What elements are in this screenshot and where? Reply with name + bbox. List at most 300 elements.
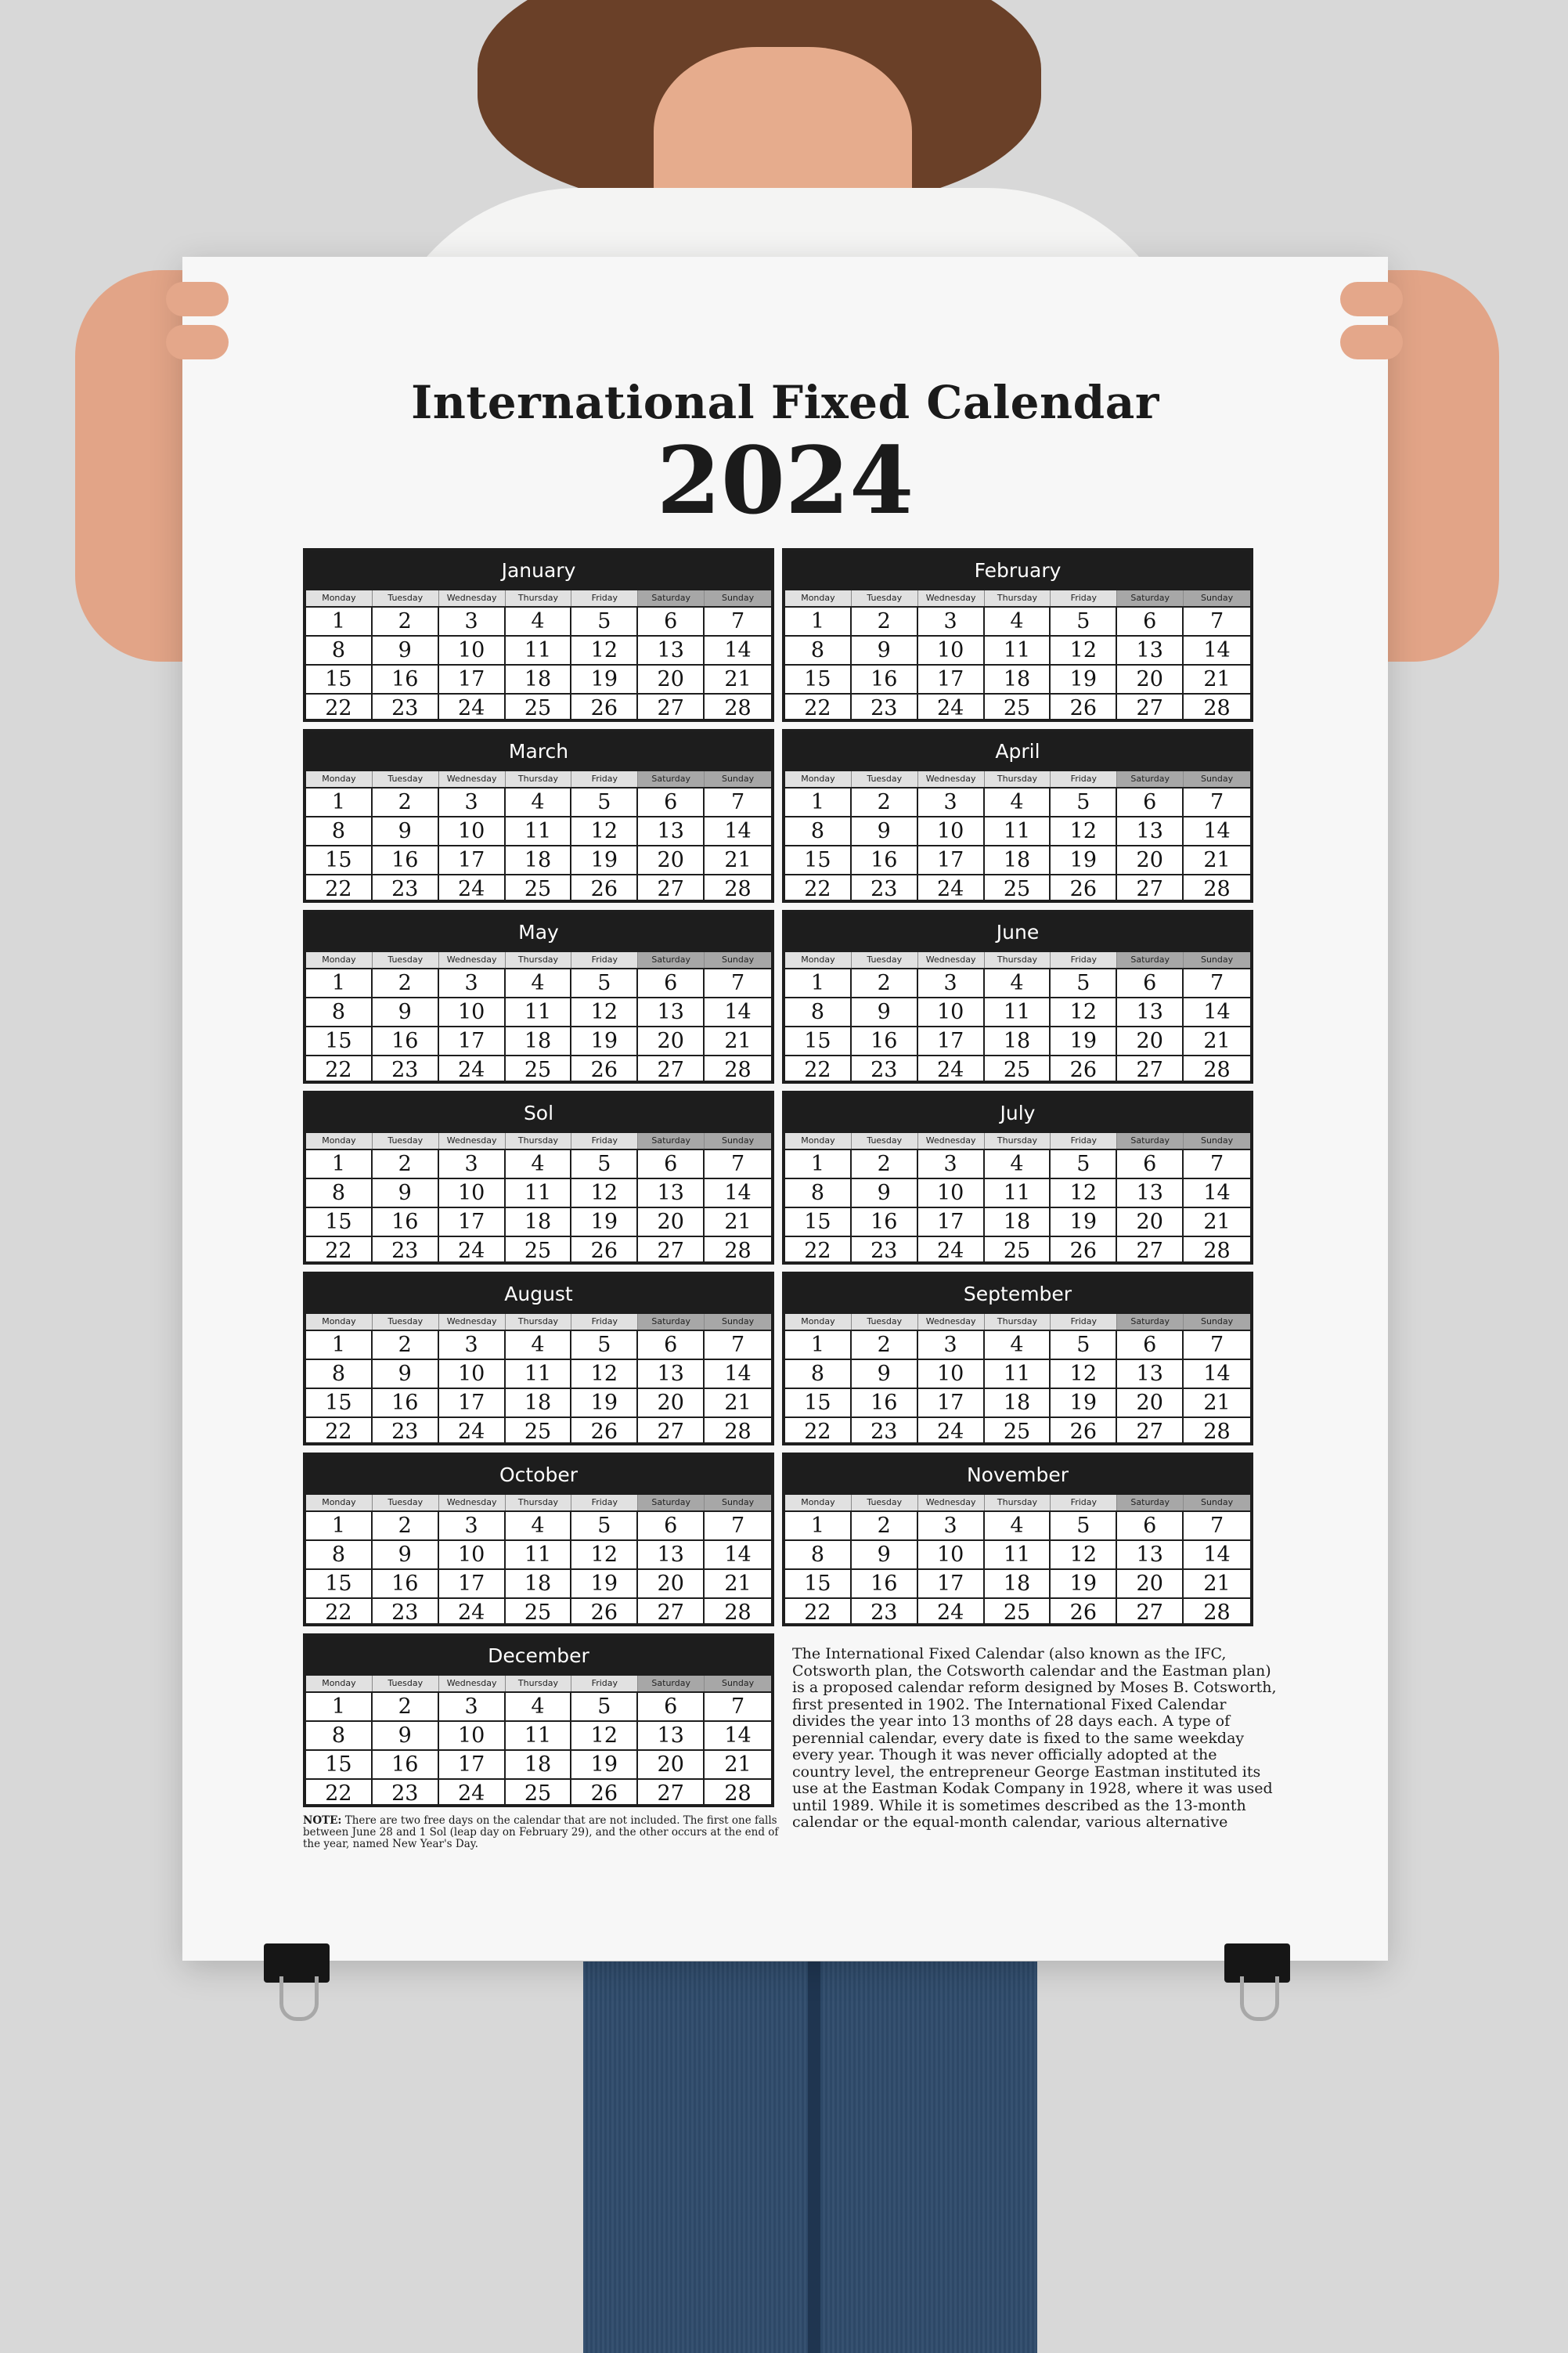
- day-cell: 13: [1117, 998, 1184, 1027]
- day-cell: 27: [1117, 695, 1184, 722]
- day-cell: 7: [705, 969, 771, 998]
- day-cell: 19: [571, 1570, 638, 1599]
- weekday-header-row: [306, 1314, 771, 1331]
- day-cell: 14: [1184, 998, 1250, 1027]
- day-cell: 17: [918, 846, 985, 875]
- day-cell: 18: [506, 1389, 572, 1418]
- day-cell: 28: [1203, 696, 1231, 720]
- day-cell: 4: [985, 1150, 1051, 1179]
- day-cell: 3: [439, 1693, 506, 1722]
- day-cell: 24: [439, 695, 506, 722]
- day-cell: 6: [1117, 1331, 1184, 1360]
- day-cell: 3: [918, 1512, 985, 1541]
- weekday-header-row: [306, 1495, 771, 1512]
- weekday-label: Friday: [571, 1133, 638, 1149]
- day-cell: 22: [306, 1780, 373, 1807]
- day-cell: 7: [705, 1512, 771, 1541]
- weekday-label: Thursday: [506, 771, 572, 787]
- poster-year: 2024: [656, 426, 914, 535]
- weekday-label: Monday: [306, 952, 373, 968]
- day-cell: 11: [506, 817, 572, 846]
- day-cell: 5: [571, 969, 638, 998]
- weekday-label: Wednesday: [918, 1495, 985, 1510]
- day-cell: 16: [373, 846, 439, 875]
- day-cell: 1: [306, 1693, 373, 1722]
- day-cell: 13: [1117, 817, 1184, 846]
- day-grid: [306, 1150, 771, 1261]
- day-cell: 9: [852, 1360, 918, 1389]
- day-cell: 2: [852, 1331, 918, 1360]
- day-cell: 2: [373, 789, 439, 817]
- day-cell: 15: [785, 1389, 852, 1418]
- day-cell: 25: [506, 1056, 572, 1084]
- day-cell: 7: [1184, 608, 1250, 637]
- day-cell: 12: [571, 1360, 638, 1389]
- day-cell: 16: [852, 1027, 918, 1056]
- day-cell: 20: [1117, 1208, 1184, 1237]
- day-cell: 24: [918, 1418, 985, 1445]
- day-cell: 12: [571, 1179, 638, 1208]
- day-cell: 21: [1184, 666, 1250, 695]
- day-cell: 1: [306, 1331, 373, 1360]
- weekday-label: Friday: [1051, 952, 1117, 968]
- weekday-label: Wednesday: [439, 771, 506, 787]
- month-name: May: [306, 913, 771, 952]
- day-cell: 24: [439, 875, 506, 903]
- day-cell: 20: [1117, 846, 1184, 875]
- day-cell: 22: [785, 1237, 852, 1265]
- weekday-label: Wednesday: [918, 1314, 985, 1330]
- day-cell: 10: [439, 1179, 506, 1208]
- day-cell: 14: [705, 1722, 771, 1751]
- weekday-label: Friday: [1051, 1495, 1117, 1510]
- day-cell: 5: [1051, 969, 1117, 998]
- month-name: June: [785, 913, 1250, 952]
- day-cell: 5: [571, 1331, 638, 1360]
- day-cell: 12: [571, 817, 638, 846]
- day-cell: 22: [785, 1056, 852, 1084]
- day-cell: 26: [1051, 1418, 1117, 1445]
- day-cell: 15: [785, 1027, 852, 1056]
- day-cell: 18: [985, 666, 1051, 695]
- day-cell: 14: [1184, 1179, 1250, 1208]
- day-cell: 28: [1203, 877, 1231, 901]
- day-cell: 24: [918, 1056, 985, 1084]
- day-cell: 8: [785, 1541, 852, 1570]
- day-cell: 7: [1184, 969, 1250, 998]
- weekday-label: Monday: [306, 1133, 373, 1149]
- day-cell: 19: [571, 1208, 638, 1237]
- day-cell: 16: [852, 1208, 918, 1237]
- weekday-label: Friday: [1051, 771, 1117, 787]
- day-cell: 11: [985, 998, 1051, 1027]
- day-cell: 15: [306, 1208, 373, 1237]
- day-cell: 27: [638, 875, 705, 903]
- day-cell: 13: [638, 637, 705, 666]
- day-cell: 11: [506, 637, 572, 666]
- day-cell: 2: [852, 789, 918, 817]
- day-cell: 11: [985, 1179, 1051, 1208]
- day-grid: [306, 969, 771, 1081]
- day-cell: 1: [785, 969, 852, 998]
- day-cell: 4: [985, 608, 1051, 637]
- day-cell: 8: [306, 1360, 373, 1389]
- day-cell: 16: [373, 666, 439, 695]
- day-cell: 9: [373, 1360, 439, 1389]
- weekday-label: Tuesday: [852, 952, 918, 968]
- weekday-label: Tuesday: [373, 1676, 439, 1691]
- day-cell: 19: [1051, 1570, 1117, 1599]
- day-cell: 4: [506, 1512, 572, 1541]
- day-cell: 1: [306, 789, 373, 817]
- day-cell: 6: [638, 1331, 705, 1360]
- weekday-label: Friday: [1051, 1314, 1117, 1330]
- day-cell: 24: [439, 1056, 506, 1084]
- weekday-label: Thursday: [506, 1676, 572, 1691]
- day-grid: [785, 1512, 1250, 1623]
- day-cell: 15: [785, 666, 852, 695]
- weekday-label: Tuesday: [373, 1314, 439, 1330]
- weekday-label: Tuesday: [852, 1314, 918, 1330]
- day-cell: 17: [439, 1027, 506, 1056]
- day-cell: 6: [638, 789, 705, 817]
- weekday-label: Friday: [571, 1676, 638, 1691]
- day-cell: 2: [373, 1693, 439, 1722]
- month-january: [303, 548, 774, 722]
- month-name: Sol: [306, 1094, 771, 1133]
- weekday-label: Saturday: [638, 771, 705, 787]
- day-cell: 6: [638, 969, 705, 998]
- weekday-label: Friday: [571, 952, 638, 968]
- day-cell: 15: [306, 1027, 373, 1056]
- calendar-description: The International Fixed Calendar (also known as the IFC, Cotsworth plan, the Cotsworth calendar and the Eastman plan) is a proposed calendar reform designed by Moses B. Cotsworth, first presented in 1902. The International Fixed Calendar divides the year into 13 months of 28 days each. A type of perennial calendar, every date is fixed to the same weekday every year. Though it was never officially adopted at the country level, the entrepreneur George Eastman instituted its use at the Eastman Kodak Company in 1928, where it was used until 1989. While it is sometimes described as the 13-month calendar or the equal-month calendar, various alternative: [792, 1645, 1277, 1831]
- weekday-label: Saturday: [1117, 1495, 1184, 1510]
- day-cell: 18: [985, 1027, 1051, 1056]
- weekday-header-row: [306, 1133, 771, 1150]
- day-cell: 15: [306, 1570, 373, 1599]
- weekday-label: Thursday: [506, 1314, 572, 1330]
- day-cell: 10: [918, 998, 985, 1027]
- weekday-label: Thursday: [985, 1314, 1051, 1330]
- day-cell: 22: [785, 695, 852, 722]
- day-cell: 12: [1051, 998, 1117, 1027]
- weekday-header-row: [785, 1495, 1250, 1512]
- day-cell: 19: [571, 666, 638, 695]
- day-cell: 5: [1051, 789, 1117, 817]
- day-cell: 7: [1184, 1150, 1250, 1179]
- weekday-label: Sunday: [1184, 952, 1250, 968]
- day-cell: 19: [571, 1389, 638, 1418]
- day-cell: 27: [638, 1237, 705, 1265]
- day-grid: [785, 1331, 1250, 1442]
- day-cell: 5: [571, 789, 638, 817]
- day-cell: 28: [1203, 1058, 1231, 1082]
- weekday-label: Tuesday: [373, 1495, 439, 1510]
- day-cell: 11: [506, 1179, 572, 1208]
- weekday-label: Tuesday: [373, 771, 439, 787]
- day-cell: 26: [1051, 875, 1117, 903]
- day-cell: 25: [985, 1237, 1051, 1265]
- day-cell: 20: [638, 1751, 705, 1780]
- weekday-label: Friday: [571, 590, 638, 606]
- weekday-label: Sunday: [705, 771, 771, 787]
- day-cell: 18: [506, 1570, 572, 1599]
- day-cell: 28: [724, 1058, 752, 1082]
- day-cell: 28: [724, 1781, 752, 1806]
- day-cell: 19: [571, 846, 638, 875]
- weekday-label: Thursday: [506, 590, 572, 606]
- day-cell: 22: [785, 875, 852, 903]
- weekday-label: Sunday: [705, 1495, 771, 1510]
- month-name: July: [785, 1094, 1250, 1133]
- month-sol: [303, 1091, 774, 1265]
- month-name: August: [306, 1275, 771, 1314]
- day-cell: 27: [1117, 1418, 1184, 1445]
- day-cell: 1: [785, 1150, 852, 1179]
- day-cell: 28: [724, 1239, 752, 1263]
- note-text: There are two free days on the calendar that are not included. The first one falls between June 28 and 1 Sol (leap day on February 29), and the other occurs at the end of the year, named New Year's Day.: [303, 1814, 779, 1850]
- weekday-header-row: [785, 952, 1250, 969]
- day-cell: 9: [373, 817, 439, 846]
- day-cell: 17: [439, 1208, 506, 1237]
- weekday-label: Wednesday: [439, 590, 506, 606]
- day-cell: 12: [1051, 817, 1117, 846]
- weekday-label: Wednesday: [439, 952, 506, 968]
- day-cell: 6: [638, 1150, 705, 1179]
- day-cell: 23: [373, 1056, 439, 1084]
- weekday-label: Monday: [785, 1314, 852, 1330]
- weekday-label: Friday: [571, 771, 638, 787]
- weekday-label: Tuesday: [852, 1495, 918, 1510]
- day-cell: 12: [571, 637, 638, 666]
- weekday-label: Tuesday: [373, 590, 439, 606]
- day-grid: [785, 969, 1250, 1081]
- day-cell: 5: [571, 1512, 638, 1541]
- day-cell: 23: [373, 875, 439, 903]
- day-cell: 19: [1051, 1389, 1117, 1418]
- day-cell: 20: [1117, 1570, 1184, 1599]
- day-cell: 12: [1051, 1541, 1117, 1570]
- day-cell: 15: [306, 846, 373, 875]
- day-cell: 7: [705, 1150, 771, 1179]
- day-cell: 25: [506, 1418, 572, 1445]
- weekday-label: Thursday: [985, 952, 1051, 968]
- day-grid: [306, 1512, 771, 1623]
- day-cell: 12: [571, 1722, 638, 1751]
- day-cell: 24: [918, 1237, 985, 1265]
- day-cell: 5: [1051, 1150, 1117, 1179]
- day-cell: 4: [985, 789, 1051, 817]
- weekday-label: Saturday: [638, 952, 705, 968]
- day-cell: 23: [852, 1599, 918, 1626]
- day-cell: 23: [373, 1780, 439, 1807]
- day-cell: 9: [373, 998, 439, 1027]
- day-cell: 4: [506, 608, 572, 637]
- month-name: September: [785, 1275, 1250, 1314]
- day-grid: [785, 608, 1250, 719]
- day-grid: [306, 1693, 771, 1804]
- day-cell: 21: [705, 846, 771, 875]
- month-july: [782, 1091, 1253, 1265]
- day-cell: 13: [638, 998, 705, 1027]
- weekday-header-row: [306, 952, 771, 969]
- day-cell: 21: [1184, 846, 1250, 875]
- day-cell: 16: [852, 1570, 918, 1599]
- weekday-label: Monday: [785, 1495, 852, 1510]
- month-name: March: [306, 732, 771, 771]
- month-march: [303, 729, 774, 903]
- day-cell: 4: [506, 1150, 572, 1179]
- day-cell: 23: [852, 1418, 918, 1445]
- day-cell: 25: [506, 875, 572, 903]
- day-cell: 28: [724, 877, 752, 901]
- day-cell: 17: [439, 1751, 506, 1780]
- weekday-label: Wednesday: [918, 1133, 985, 1149]
- day-cell: 26: [571, 695, 638, 722]
- weekday-label: Monday: [785, 771, 852, 787]
- day-cell: 22: [306, 1056, 373, 1084]
- weekday-label: Saturday: [1117, 952, 1184, 968]
- day-grid: [785, 789, 1250, 900]
- day-cell: 9: [852, 637, 918, 666]
- day-cell: 10: [439, 637, 506, 666]
- day-cell: 20: [638, 1389, 705, 1418]
- weekday-label: Saturday: [1117, 771, 1184, 787]
- day-cell: 14: [1184, 1360, 1250, 1389]
- weekday-label: Tuesday: [852, 1133, 918, 1149]
- day-cell: 5: [571, 608, 638, 637]
- day-cell: 21: [705, 1027, 771, 1056]
- weekday-label: Thursday: [506, 1495, 572, 1510]
- day-cell: 7: [1184, 789, 1250, 817]
- day-cell: 13: [1117, 1360, 1184, 1389]
- binder-clip-left: [264, 1943, 330, 1983]
- day-cell: 1: [785, 1331, 852, 1360]
- day-cell: 17: [918, 1208, 985, 1237]
- day-cell: 23: [373, 1237, 439, 1265]
- day-cell: 23: [373, 1599, 439, 1626]
- day-cell: 26: [1051, 1599, 1117, 1626]
- day-cell: 3: [918, 969, 985, 998]
- day-cell: 9: [852, 998, 918, 1027]
- day-cell: 21: [1184, 1027, 1250, 1056]
- day-cell: 19: [1051, 1027, 1117, 1056]
- day-cell: 15: [785, 1208, 852, 1237]
- day-cell: 23: [373, 1418, 439, 1445]
- day-cell: 4: [985, 1512, 1051, 1541]
- weekday-label: Wednesday: [439, 1495, 506, 1510]
- day-cell: 16: [373, 1389, 439, 1418]
- month-name: January: [306, 551, 771, 590]
- day-cell: 18: [985, 1389, 1051, 1418]
- day-cell: 16: [373, 1751, 439, 1780]
- day-cell: 16: [852, 846, 918, 875]
- calendar-note: [303, 1815, 788, 1850]
- weekday-label: Monday: [785, 952, 852, 968]
- day-cell: 5: [1051, 608, 1117, 637]
- day-cell: 21: [1184, 1389, 1250, 1418]
- day-cell: 11: [985, 817, 1051, 846]
- day-cell: 11: [506, 1360, 572, 1389]
- month-april: [782, 729, 1253, 903]
- day-cell: 15: [785, 846, 852, 875]
- weekday-label: Monday: [785, 590, 852, 606]
- day-cell: 16: [852, 1389, 918, 1418]
- day-cell: 18: [985, 1208, 1051, 1237]
- day-cell: 10: [439, 1360, 506, 1389]
- weekday-label: Friday: [571, 1495, 638, 1510]
- weekday-label: Wednesday: [439, 1133, 506, 1149]
- day-cell: 12: [1051, 637, 1117, 666]
- day-cell: 1: [306, 608, 373, 637]
- weekday-label: Tuesday: [373, 952, 439, 968]
- day-cell: 11: [985, 637, 1051, 666]
- day-cell: 19: [571, 1751, 638, 1780]
- weekday-label: Saturday: [638, 590, 705, 606]
- day-cell: 19: [571, 1027, 638, 1056]
- day-cell: 3: [439, 789, 506, 817]
- month-name: December: [306, 1637, 771, 1676]
- day-cell: 27: [638, 1780, 705, 1807]
- day-cell: 15: [306, 666, 373, 695]
- day-cell: 13: [638, 817, 705, 846]
- day-cell: 5: [571, 1693, 638, 1722]
- day-cell: 15: [306, 1751, 373, 1780]
- day-cell: 9: [852, 1541, 918, 1570]
- day-cell: 8: [785, 637, 852, 666]
- poster-title: International Fixed Calendar: [411, 376, 1159, 429]
- day-cell: 25: [985, 695, 1051, 722]
- right-finger: [1340, 325, 1403, 359]
- day-cell: 24: [918, 875, 985, 903]
- weekday-label: Sunday: [705, 1314, 771, 1330]
- day-grid: [306, 608, 771, 719]
- day-cell: 22: [306, 1599, 373, 1626]
- weekday-header-row: [306, 771, 771, 789]
- day-cell: 5: [571, 1150, 638, 1179]
- weekday-label: Saturday: [638, 1314, 705, 1330]
- day-cell: 25: [506, 695, 572, 722]
- weekday-label: Saturday: [638, 1495, 705, 1510]
- note-label: NOTE:: [303, 1814, 342, 1827]
- day-cell: 15: [306, 1389, 373, 1418]
- weekday-label: Tuesday: [852, 590, 918, 606]
- day-cell: 7: [1184, 1512, 1250, 1541]
- left-thumb: [166, 282, 229, 316]
- weekday-label: Wednesday: [918, 952, 985, 968]
- day-cell: 14: [705, 1541, 771, 1570]
- day-cell: 25: [985, 1418, 1051, 1445]
- weekday-label: Saturday: [638, 1676, 705, 1691]
- day-cell: 16: [373, 1208, 439, 1237]
- day-cell: 8: [306, 1541, 373, 1570]
- weekday-label: Friday: [1051, 590, 1117, 606]
- day-cell: 1: [785, 1512, 852, 1541]
- day-cell: 2: [852, 1512, 918, 1541]
- day-cell: 26: [571, 1599, 638, 1626]
- day-cell: 27: [638, 1418, 705, 1445]
- right-thumb: [1340, 282, 1403, 316]
- day-cell: 23: [373, 695, 439, 722]
- day-cell: 19: [1051, 846, 1117, 875]
- day-cell: 2: [852, 1150, 918, 1179]
- day-cell: 28: [1203, 1239, 1231, 1263]
- day-cell: 25: [985, 1056, 1051, 1084]
- day-cell: 20: [638, 666, 705, 695]
- day-cell: 25: [506, 1780, 572, 1807]
- weekday-label: Monday: [306, 771, 373, 787]
- day-cell: 1: [306, 1512, 373, 1541]
